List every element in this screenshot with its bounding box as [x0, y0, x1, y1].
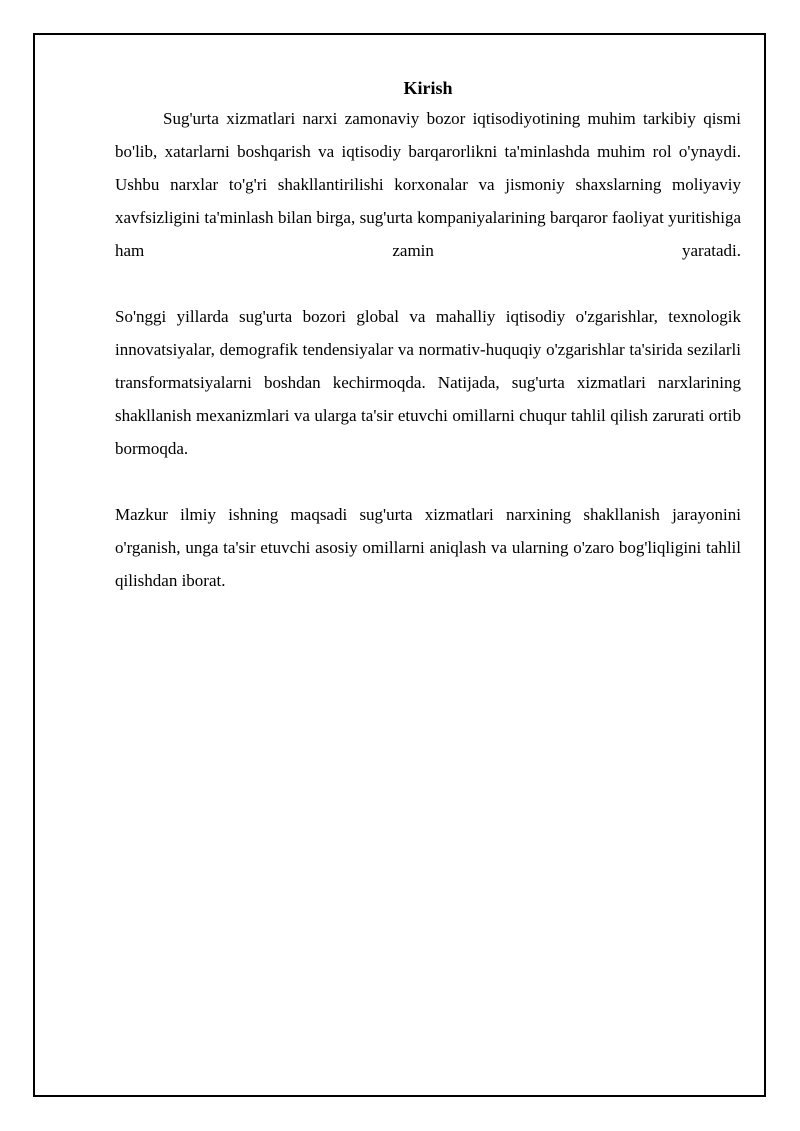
- paragraph-1: Sug'urta xizmatlari narxi zamonaviy bozor iqtisodiyotining muhim tarkibiy qismi bo'lib, xatarlarni boshqarish va iqtisodiy barqarorlikni ta'minlashda muhim rol o'ynaydi. Ushbu narxlar to'g'ri shakllantirilishi korxonalar va jismoniy shaxslarning moliyaviy xavfsizligini ta'minlash bilan birga, sug'urta kompaniyalarining barqaror faoliyat yuritishiga ham zamin yaratadi.: [115, 109, 741, 260]
- paragraph-3: Mazkur ilmiy ishning maqsadi sug'urta xizmatlari narxining shakllanish jarayonini o'rganish, unga ta'sir etuvchi asosiy omillarni aniqlash va ularning o'zaro bog'liqligini tahlil qilishdan iborat.: [115, 505, 741, 590]
- paragraph-2: So'nggi yillarda sug'urta bozori global va mahalliy iqtisodiy o'zgarishlar, texnologik innovatsiyalar, demografik tendensiyalar va normativ-huquqiy o'zgarishlar ta'sirida sezilarli transformatsiyalarni boshdan kechirmoqda. Natijada, sug'urta xizmatlari narxlarining shakllanish mexanizmlari va ularga ta'sir etuvchi omillarni chuqur tahlil qilish zarurati ortib bormoqda.: [115, 307, 741, 458]
- paragraph-gap: [115, 267, 741, 300]
- document-title: Kirish: [403, 78, 453, 98]
- paragraph-gap: [115, 465, 741, 498]
- document-body: [115, 76, 741, 597]
